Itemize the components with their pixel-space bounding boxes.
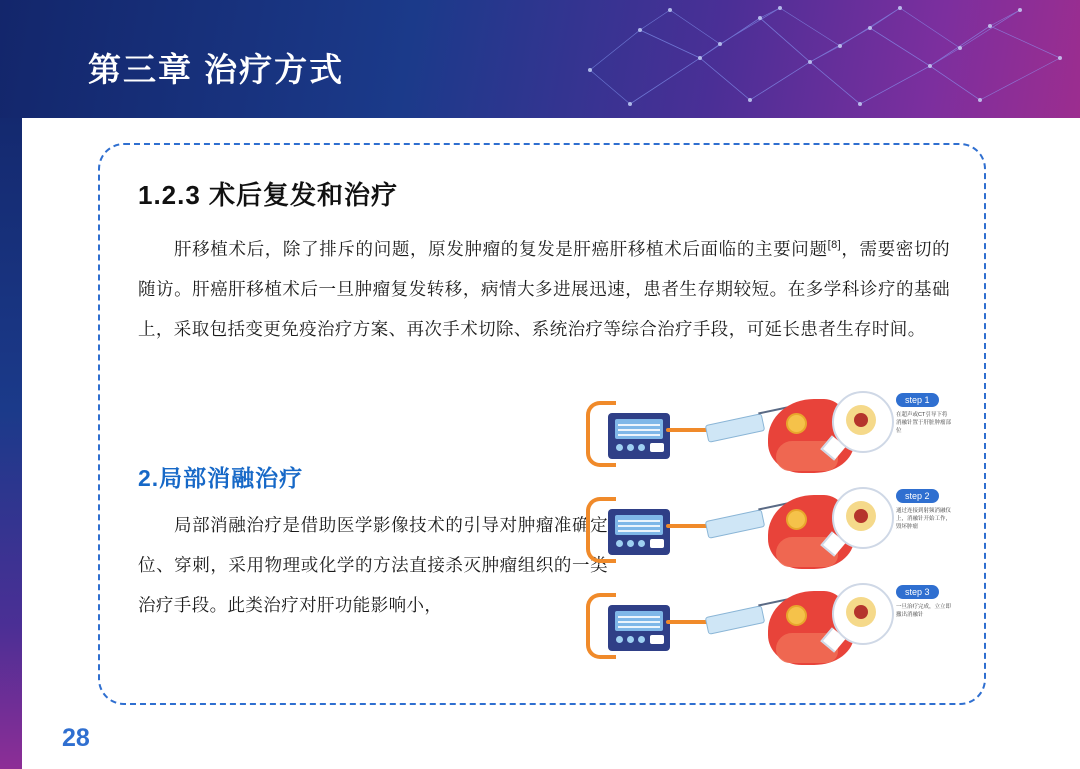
needle-wire — [666, 524, 710, 528]
reference-superscript: [8] — [827, 239, 842, 251]
tumor-icon — [786, 509, 807, 530]
zoom-callout-icon — [832, 487, 894, 549]
step-badge: step 1 — [896, 393, 939, 407]
ablation-machine-icon — [608, 509, 670, 555]
machine-screen — [615, 515, 663, 535]
illustration-step-row — [600, 491, 950, 577]
ablation-machine-icon — [608, 413, 670, 459]
ablation-needle-icon — [705, 413, 765, 443]
page-header — [0, 0, 1080, 118]
step-caption: 在超声或CT引导下将消融针置于肝脏肿瘤部位 — [896, 412, 952, 434]
step-caption: 通过连接到射频消融仪上，消融针开始工作，毁坏肿瘤 — [896, 508, 952, 530]
ablation-needle-icon — [705, 605, 765, 635]
left-accent-bar — [0, 118, 22, 769]
content-card — [98, 143, 986, 705]
needle-wire — [666, 620, 710, 624]
body-paragraph-1 — [138, 225, 950, 349]
step-badge: step 3 — [896, 585, 939, 599]
step-badge: step 2 — [896, 489, 939, 503]
zoom-callout-icon — [832, 583, 894, 645]
machine-knob — [650, 443, 664, 452]
chapter-title: 第三章 治疗方式 — [88, 51, 345, 88]
ablation-machine-icon — [608, 605, 670, 651]
step-caption: 一旦治疗完成，立立即撤出消融针 — [896, 604, 952, 618]
footer — [0, 705, 120, 769]
illustration-step-row — [600, 395, 950, 481]
page-number: 28 — [62, 724, 90, 752]
tumor-icon — [786, 605, 807, 626]
needle-wire — [666, 428, 710, 432]
body-paragraph-2: 局部消融治疗是借助医学影像技术的引导对肿瘤准确定位、穿刺，采用物理或化学的方法直接杀灭肿瘤组织的一类治疗手段。此类治疗对肝功能影响小， — [138, 515, 608, 615]
ablation-needle-icon — [705, 509, 765, 539]
paragraph-1-text-b: ，需要密切的随访。肝癌肝移植术后一旦肿瘤复发转移，病情大多进展迅速，患者生存期较短。在多学科诊疗的基础上，采取包括变更免疫治疗方案、再次手术切除、系统治疗等综合治疗手段，可延长患者生存时间。 — [138, 238, 950, 339]
subsection-heading: 1.2.3 术后复发和治疗 — [138, 180, 399, 210]
machine-knob — [650, 539, 664, 548]
ablation-procedure-illustration — [600, 395, 950, 685]
machine-screen — [615, 611, 663, 631]
machine-knob — [650, 635, 664, 644]
paragraph-1-text-a: 肝移植术后，除了排斥的问题，原发肿瘤的复发是肝癌肝移植术后面临的主要问题 — [174, 238, 828, 259]
subsection-heading-2: 2.局部消融治疗 — [138, 465, 304, 491]
illustration-step-row — [600, 587, 950, 673]
network-mesh-icon — [560, 0, 1080, 118]
tumor-icon — [786, 413, 807, 434]
machine-screen — [615, 419, 663, 439]
zoom-callout-icon — [832, 391, 894, 453]
